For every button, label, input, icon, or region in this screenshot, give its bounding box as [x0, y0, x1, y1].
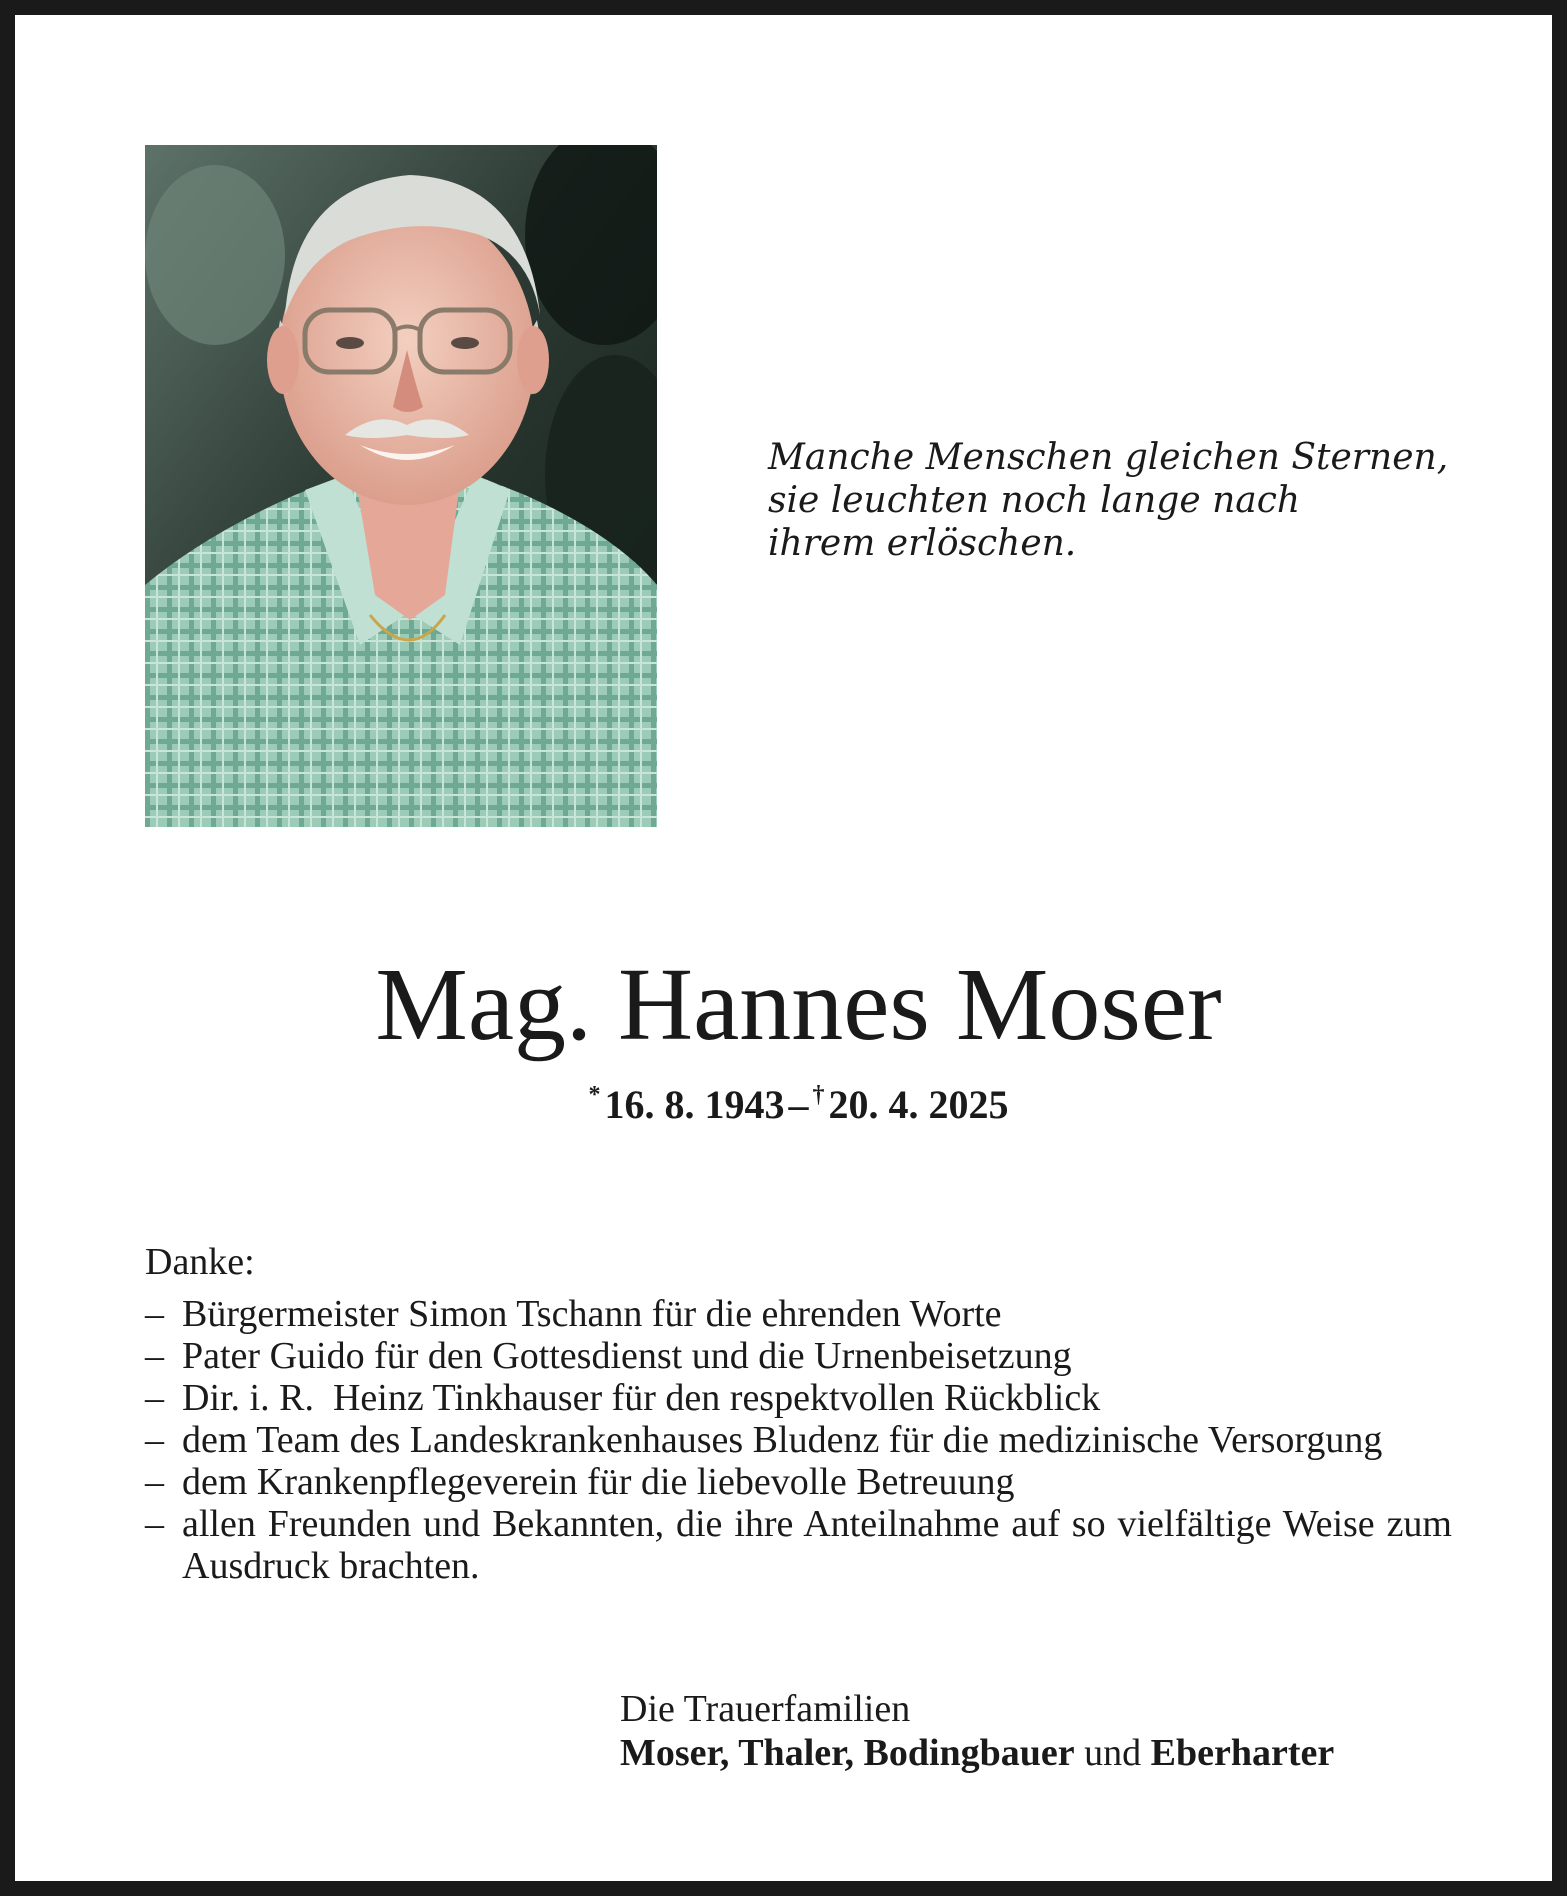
family-names: Moser, Thaler, Bodingbauer [620, 1732, 1075, 1774]
thanks-item [145, 1377, 1452, 1419]
list-dash: – [145, 1419, 164, 1461]
signature-line: Die Trauerfamilien [620, 1688, 911, 1730]
list-dash: – [145, 1293, 164, 1335]
quote-line: ihrem erlöschen. [768, 523, 1077, 564]
thanks-item [145, 1503, 1452, 1587]
deceased-name: Mag. Hannes Moser [375, 947, 1222, 1062]
thanks-item [145, 1461, 1452, 1503]
quote-line: sie leuchten noch lange nach [768, 480, 1301, 521]
family-name-last: Eberharter [1150, 1732, 1335, 1774]
memorial-quote [768, 436, 1449, 565]
portrait-photo [145, 145, 657, 827]
death-symbol: † [812, 1082, 825, 1108]
thanks-item [145, 1293, 1452, 1335]
thanks-item-text: Dir. i. R. Heinz Tinkhauser für den respektvollen Rückblick [182, 1377, 1101, 1419]
signature-block [620, 1687, 1334, 1775]
thanks-item-text: Pater Guido für den Gottesdienst und die Urnenbeisetzung [182, 1335, 1072, 1377]
signature-families [620, 1731, 1334, 1775]
thanks-item-text: allen Freunden und Bekannten, die ihre Anteilnahme auf so vielfältige Weise zum Ausdruck brachten. [182, 1503, 1452, 1587]
list-dash: – [145, 1461, 164, 1503]
thanks-item-text: dem Team des Landeskrankenhauses Bludenz für die medizinische Versorgung [182, 1419, 1383, 1461]
death-date: 20. 4. 2025 [828, 1082, 1009, 1127]
list-dash: – [145, 1335, 164, 1377]
thanks-heading: Danke: [145, 1241, 255, 1283]
thanks-item [145, 1335, 1452, 1377]
life-dates [15, 1070, 1567, 1130]
birth-date: 16. 8. 1943 [604, 1082, 785, 1127]
quote-line: Manche Menschen gleichen Sternen, [768, 437, 1449, 478]
thanks-item-text: Bürgermeister Simon Tschann für die ehrenden Worte [182, 1293, 1002, 1335]
thanks-item [145, 1419, 1452, 1461]
birth-symbol: * [588, 1082, 601, 1108]
family-connector: und [1074, 1732, 1151, 1774]
thanks-list [145, 1293, 1452, 1587]
thanks-item-text: dem Krankenpflegeverein für die liebevolle Betreuung [182, 1461, 1015, 1503]
date-separator: – [788, 1082, 809, 1127]
list-dash: – [145, 1377, 164, 1419]
list-dash: – [145, 1503, 164, 1545]
